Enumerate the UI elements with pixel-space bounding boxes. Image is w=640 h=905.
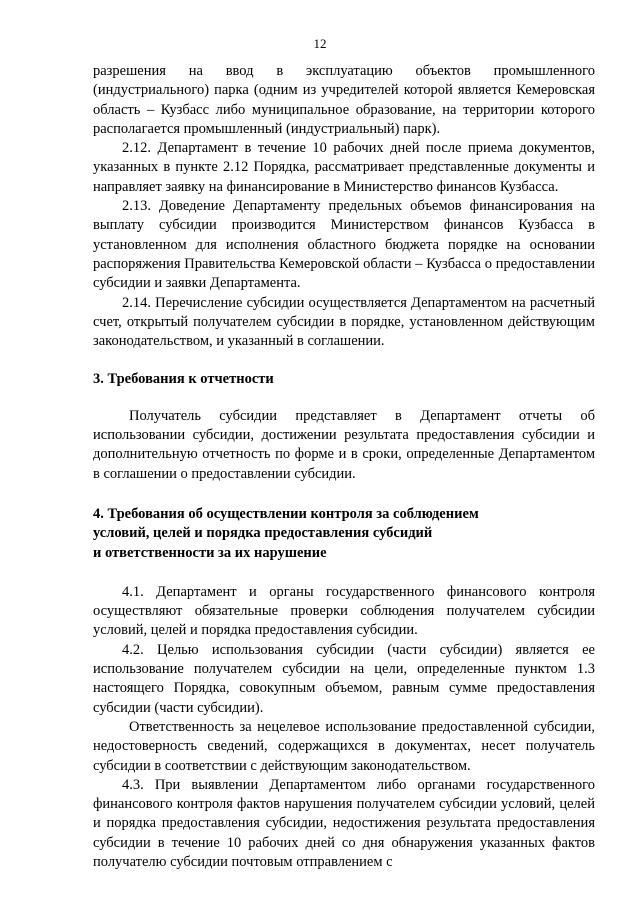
paragraph-2-11-continuation: разрешения на ввод в эксплуатацию объектов промышленного (индустриального) парка (одним из учредителей которой является Кемеровская область – Кузбасс либо муниципальное образование, на территории которого располагается промышленный (индустриальный) парк). <box>93 63 595 137</box>
page-number: 12 <box>313 36 327 51</box>
paragraph-2-14: 2.14. Перечисление субсидии осуществляется Департаментом на расчетный счет, открытый получателем субсидии в порядке, установленном действующим законодательством, и указанный в соглашении. <box>93 294 595 350</box>
section-3-heading: 3. Требования к отчетности <box>93 371 274 388</box>
paragraph-3-reporting: Получатель субсидии представляет в Департамент отчеты об использовании субсидии, достижении результата предоставления субсидии и дополнительную отчетность по форме и в сроки, определенные Департаментом в соглашении о предоставлении субсидии. <box>93 407 595 482</box>
document-body <box>93 62 595 872</box>
paragraph-2-12: 2.12. Департамент в течение 10 рабочих дней после приема документов, указанных в пункте 2.12 Порядка, рассматривает представленные документы и направляет заявку на финансирование в Министерство финансов Кузбасса. <box>93 140 595 195</box>
paragraph-4-2: 4.2. Целью использования субсидии (части субсидии) является ее использование получателем субсидии на цели, определенные пунктом 1.3 настоящего Порядка, совокупным объемом, равным сумме предоставления субсидии (части субсидии). <box>93 641 595 716</box>
section-4-heading-line-2: условий, целей и порядка предоставления субсидий <box>93 525 433 542</box>
section-4-heading-line-1: 4. Требования об осуществлении контроля за соблюдением <box>93 505 479 522</box>
spacer <box>93 390 595 407</box>
paragraph-responsibility: Ответственность за нецелевое использование предоставленной субсидии, недостоверность сведений, содержащихся в документах, несет получатель субсидии в соответствии с действующим законодательством. <box>93 718 595 774</box>
paragraph-4-1: 4.1. Департамент и органы государственного финансового контроля осуществляют обязательные проверки соблюдения получателем субсидии условий, целей и порядка предоставления субсидии. <box>93 583 595 639</box>
spacer <box>93 484 595 505</box>
paragraph-2-13: 2.13. Доведение Департаменту предельных объемов финансирования на выплату субсидии производится Министерством финансов Кузбасса в установленном для исполнения областного бюджета порядке на основании распоряжения Правительства Кемеровской области – Кузбасса о предоставлении субсидии и заявки Департамента. <box>93 198 595 292</box>
spacer <box>93 563 595 583</box>
section-4-heading-line-3: и ответственности за их нарушение <box>93 544 327 561</box>
paragraph-4-3: 4.3. При выявлении Департаментом либо органами государственного финансового контроля фактов нарушения получателем субсидии условий, целей и порядка предоставления субсидии, недостижения результата предоставления субсидии в течение 10 рабочих дней со дня обнаружения указанных фактов получателю субсидии почтовым отправлением с <box>93 776 595 870</box>
section-4-heading <box>93 505 595 563</box>
spacer <box>93 351 595 370</box>
